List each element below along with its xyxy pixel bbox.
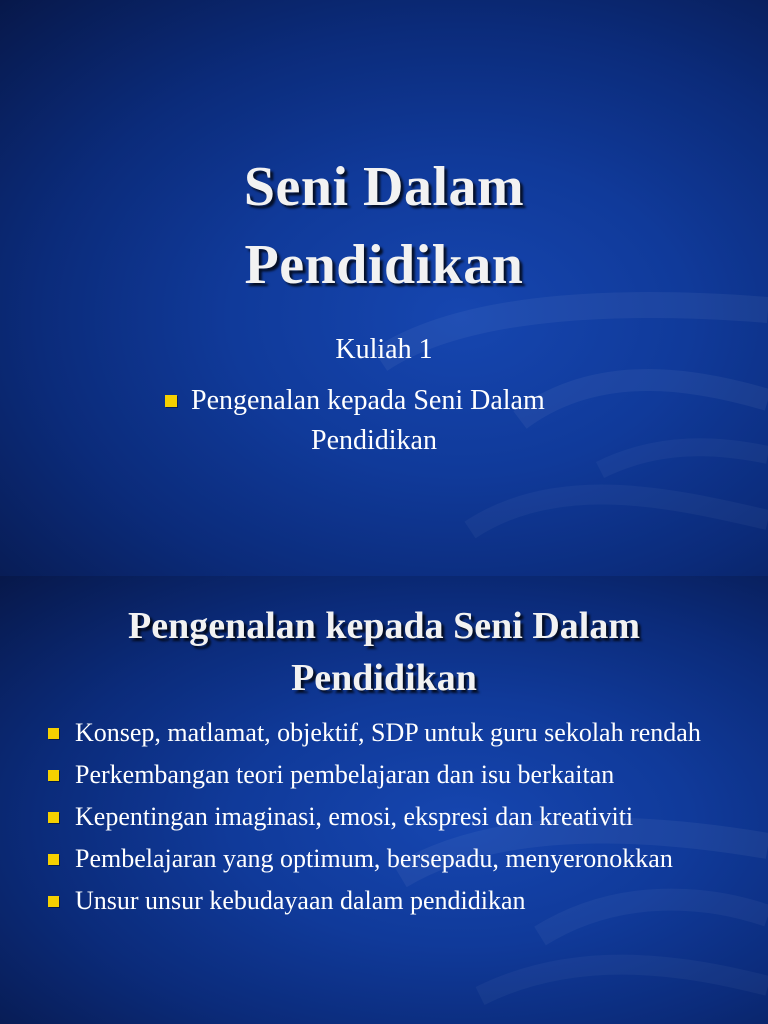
bullet-list bbox=[48, 716, 728, 926]
list-item-text: Kepentingan imaginasi, emosi, ekspresi dan kreativiti bbox=[75, 802, 634, 831]
list-item bbox=[48, 884, 728, 918]
slide-title-line-1: Seni Dalam bbox=[243, 156, 525, 218]
subtitle-bullet-text-line-2: Pendidikan bbox=[311, 425, 437, 456]
square-bullet-icon bbox=[48, 896, 59, 907]
subtitle-bullet-text-line-1: Pengenalan kepada Seni Dalam bbox=[191, 385, 545, 416]
slide-title bbox=[0, 148, 768, 304]
slide-title-line-2: Pendidikan bbox=[291, 657, 477, 699]
list-item bbox=[48, 800, 728, 834]
slide-title-line-1: Pengenalan kepada Seni Dalam bbox=[127, 605, 641, 647]
list-item bbox=[48, 758, 728, 792]
slide-subtitle: Kuliah 1 bbox=[335, 334, 433, 365]
list-item-text: Pembelajaran yang optimum, bersepadu, menyeronokkan bbox=[75, 844, 673, 873]
list-item-text: Unsur unsur kebudayaan dalam pendidikan bbox=[75, 886, 526, 915]
list-item bbox=[48, 842, 728, 876]
list-item-text: Konsep, matlamat, objektif, SDP untuk guru sekolah rendah bbox=[75, 718, 701, 747]
square-bullet-icon bbox=[48, 854, 59, 865]
list-item bbox=[48, 716, 728, 750]
slide-title bbox=[0, 600, 768, 704]
slide-title-line-2: Pendidikan bbox=[244, 234, 524, 296]
square-bullet-icon bbox=[165, 395, 177, 407]
square-bullet-icon bbox=[48, 770, 59, 781]
list-item-text: Perkembangan teori pembelajaran dan isu berkaitan bbox=[75, 760, 615, 789]
square-bullet-icon bbox=[48, 728, 59, 739]
square-bullet-icon bbox=[48, 812, 59, 823]
content-slide bbox=[0, 576, 768, 1024]
